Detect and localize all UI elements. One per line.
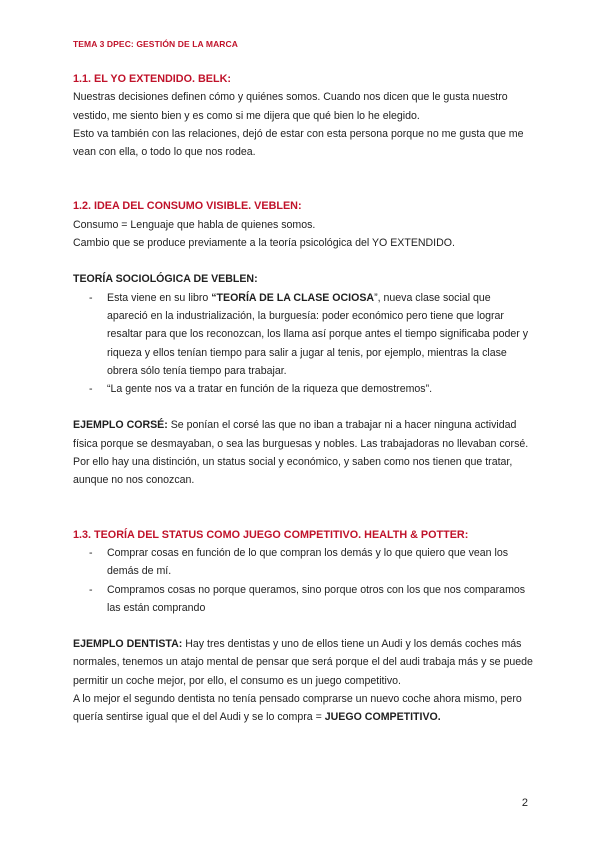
paragraph: Por ello hay una distinción, un status social y económico, y saben como nos tienen que tratar, aunque no nos conozcan. [73,456,513,487]
document-body [73,70,533,727]
subheading-veblen: TEORÍA SOCIOLÓGICA DE VEBLEN: [73,273,258,286]
page-number: 2 [521,797,528,809]
book-title: “TEORÍA DE LA CLASE OCIOSA [211,291,375,304]
example-label: EJEMPLO DENTISTA: [73,638,183,651]
emphasis: JUEGO COMPETITIVO. [324,711,441,724]
example-corset: EJEMPLO CORSÉ: Se ponían el corsé las que no iban a trabajar ni a hacer ninguna actividad física porque se desmayaban, o sea las burguesas y nobles. Las trabajadoras no llevaban corsé. [73,419,529,450]
section-heading-1-2: 1.2. IDEA DEL CONSUMO VISIBLE. VEBLEN: [73,200,302,213]
list-item: - Comprar cosas en función de lo que compran los demás y lo que quiero que vean los demás de mí. [73,544,533,581]
paragraph: Esto va también con las relaciones, dejó de estar con esta persona porque no me gusta que me vean con ella, o todo lo que nos rodea. [73,127,524,159]
paragraph: Cambio que se produce previamente a la teoría psicológica del YO EXTENDIDO. [73,237,455,250]
bullet-list [73,544,533,617]
paragraph: Nuestras decisiones definen cómo y quiénes somos. Cuando nos dicen que le gusta nuestro vestido, me siento bien y es como si me dijera que qué bien lo he elegido. [73,91,508,122]
section-heading-1-1: 1.1. EL YO EXTENDIDO. BELK: [73,73,231,85]
list-item: - Esta viene en su libro “TEORÍA DE LA CLASE OCIOSA”, nueva clase social que apareció en la industrialización, la burguesía: poder económico pero tiene que lograr resaltar para que los reconozcan, los llama así porque antes el tiempo significaba poder y riqueza y ellos tenían tiempo para salir a jugar al tenis, por ejemplo, mientras la clase obrera sólo tenía tiempo para trabajar. [73,289,533,380]
paragraph: Consumo = Lenguaje que habla de quienes somos. [73,218,316,231]
page-header: TEMA 3 DPEC: GESTIÓN DE LA MARCA [73,39,239,49]
paragraph: A lo mejor el segundo dentista no tenía pensado comprarse un nuevo coche ahora mismo, pero quería sentirse igual que el del Audi y se lo compra = JUEGO COMPETITIVO. [73,693,522,724]
list-item: - “La gente nos va a tratar en función de la riqueza que demostremos”. [73,380,533,398]
section-heading-1-3: 1.3. TEORÍA DEL STATUS COMO JUEGO COMPETITIVO. HEALTH & POTTER: [73,528,469,541]
list-item: - Compramos cosas no porque queramos, sino porque otros con los que nos comparamos las están comprando [73,581,533,618]
example-label: EJEMPLO CORSÉ: [73,419,168,432]
bullet-list [73,289,533,399]
example-dentist: EJEMPLO DENTISTA: Hay tres dentistas y uno de ellos tiene un Audi y los demás coches más normales, tenemos un atajo mental de pensar que será porque el del audi trabaja más y se puede permitir un coche mejor, por ello, el consumo es un juego competitivo. [73,638,533,687]
